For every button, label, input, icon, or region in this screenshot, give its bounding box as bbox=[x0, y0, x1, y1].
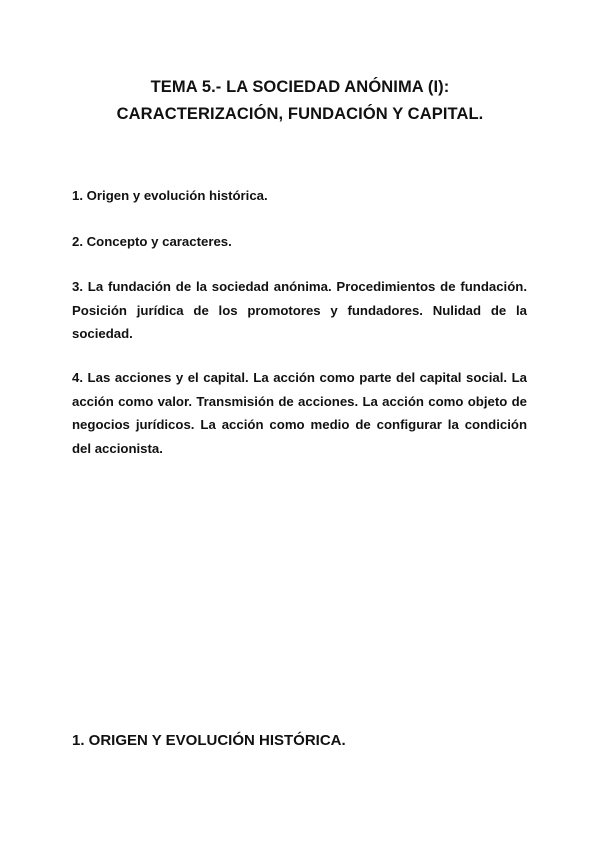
title-line-2: CARACTERIZACIÓN, FUNDACIÓN Y CAPITAL. bbox=[116, 105, 484, 123]
document-title bbox=[60, 74, 540, 128]
outline-item-1: 1. Origen y evolución histórica. bbox=[72, 188, 268, 203]
outline-item-3: 3. La fundación de la sociedad anónima. Procedimientos de fundación. Posición jurídica de los promotores y fundadores. Nulidad de la sociedad. bbox=[72, 279, 527, 341]
section-heading: 1. ORIGEN Y EVOLUCIÓN HISTÓRICA. bbox=[72, 732, 346, 749]
outline-item-4: 4. Las acciones y el capital. La acción como parte del capital social. La acción como valor. Transmisión de acciones. La acción como objeto de negocios jurídicos. La acción como medio de configurar la condición del accionista. bbox=[72, 370, 527, 456]
outline-item-2: 2. Concepto y caracteres. bbox=[72, 234, 232, 249]
title-line-1: TEMA 5.- LA SOCIEDAD ANÓNIMA (I): bbox=[150, 78, 450, 96]
